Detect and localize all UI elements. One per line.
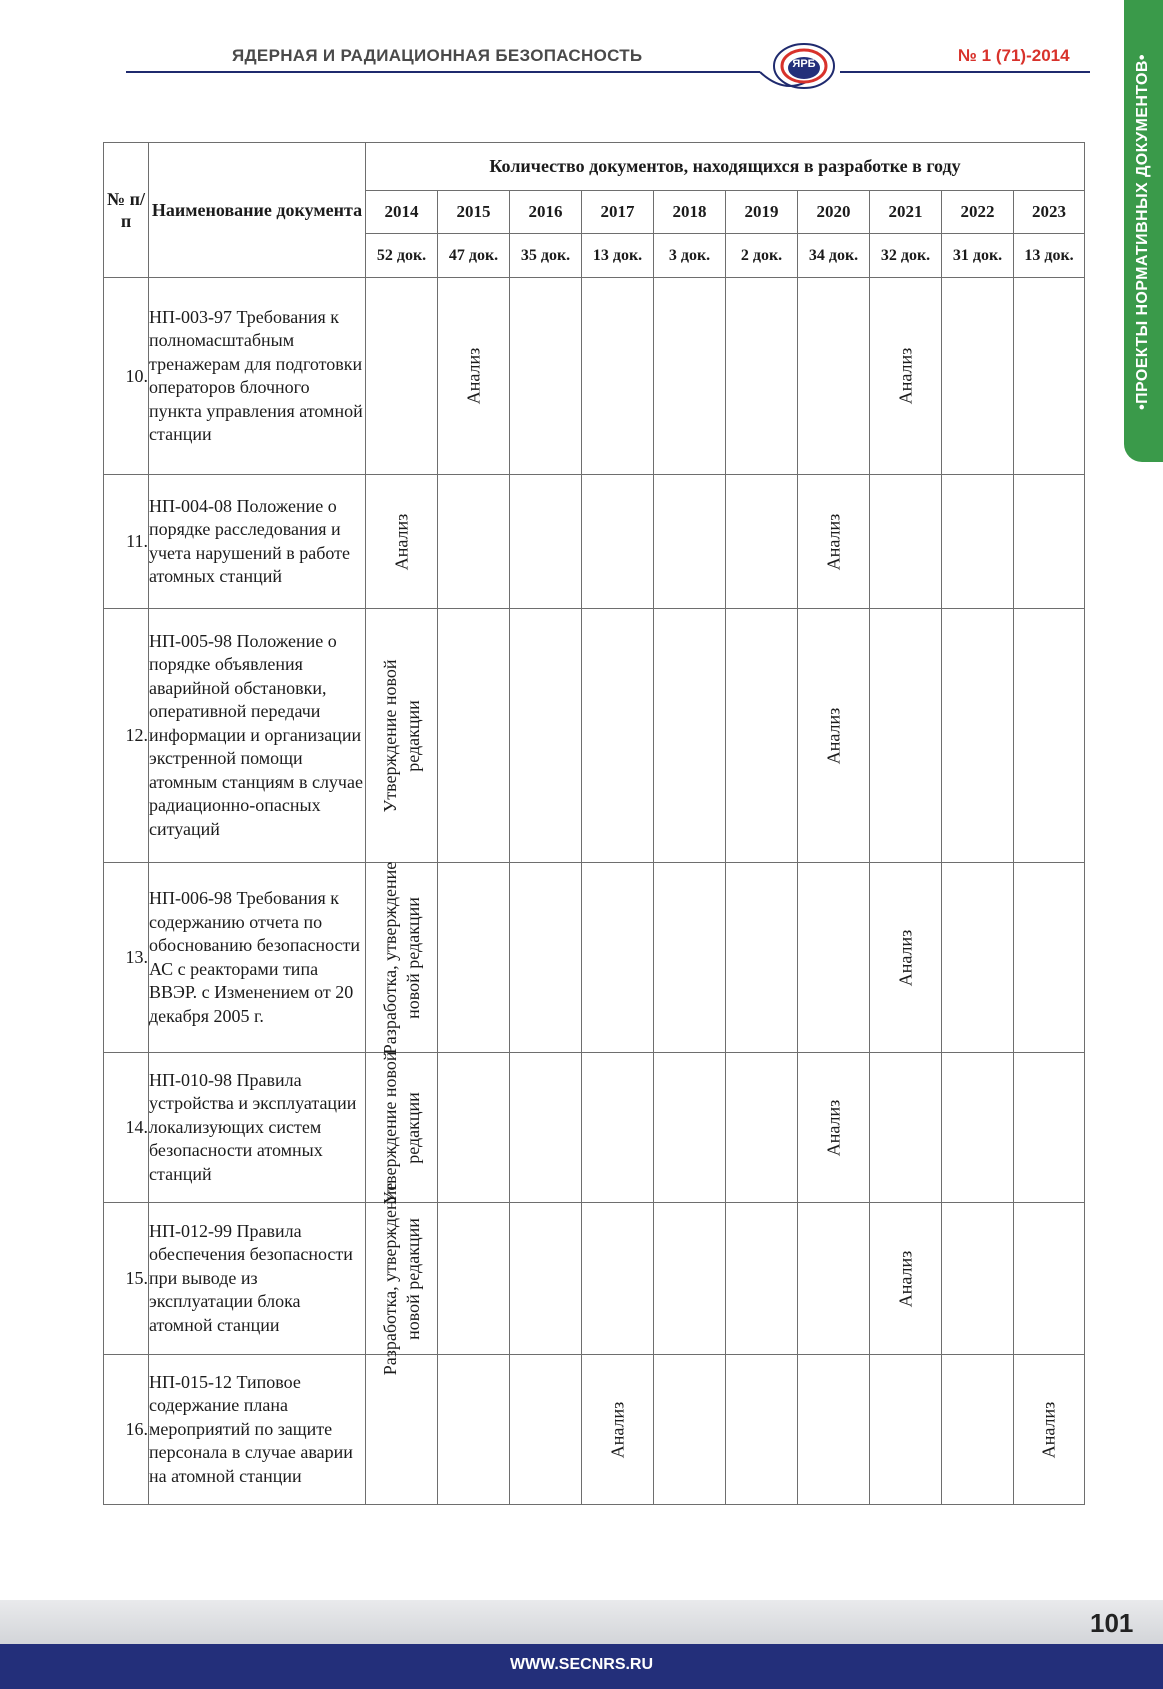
schedule-action: Анализ [823,707,843,764]
schedule-cell [582,609,654,863]
schedule-cell [510,1355,582,1505]
year-header: 2020 [798,191,870,234]
doc-count: 52 док. [366,234,438,278]
year-header: 2021 [870,191,942,234]
schedule-action: Анализ [895,929,915,986]
row-number: 16. [104,1355,149,1505]
schedule-cell [870,278,942,475]
column-header-number [104,143,149,278]
schedule-cell [726,1203,798,1355]
schedule-cell [654,1355,726,1505]
schedule-cell [942,863,1014,1053]
schedule-cell [510,1053,582,1203]
year-header: 2014 [366,191,438,234]
section-side-tab-label: •ПРОЕКТЫ НОРМАТИВНЫХ ДОКУМЕНТОВ• [1134,54,1151,410]
schedule-action: Анализ [895,1250,915,1307]
schedule-action: Анализ [463,347,483,405]
column-header-name [149,143,366,278]
schedule-cell [582,863,654,1053]
table-row [104,278,1085,475]
schedule-cell [1014,1053,1085,1203]
table-row [104,863,1085,1053]
row-number: 13. [104,863,149,1053]
schedule-action: Анализ [607,1401,627,1458]
column-header-name-text: Наименование документа [151,199,363,220]
schedule-action: Анализ [823,513,843,570]
schedule-action: Утверждение новой редакции [379,659,423,812]
year-header: 2017 [582,191,654,234]
table-row [104,475,1085,609]
table-row [104,1053,1085,1203]
schedule-cell [1014,1355,1085,1505]
schedule-cell [582,278,654,475]
table-row [104,1203,1085,1355]
journal-title: ЯДЕРНАЯ И РАДИАЦИОННАЯ БЕЗОПАСНОСТЬ [232,46,643,65]
doc-count: 2 док. [726,234,798,278]
schedule-cell [438,1203,510,1355]
doc-count: 32 док. [870,234,942,278]
schedule-cell [654,1203,726,1355]
schedule-cell [366,609,438,863]
row-number: 11. [104,475,149,609]
schedule-cell [366,1182,438,1375]
doc-count: 34 док. [798,234,870,278]
schedule-cell [798,863,870,1053]
schedule-cell [726,609,798,863]
schedule-cell [726,278,798,475]
doc-count: 35 док. [510,234,582,278]
schedule-cell [798,1355,870,1505]
year-header: 2018 [654,191,726,234]
schedule-cell [438,1053,510,1203]
footer-band [0,1600,1163,1644]
schedule-cell [654,475,726,609]
schedule-cell [582,475,654,609]
schedule-cell [870,1053,942,1203]
footer-url-link[interactable]: WWW.SECNRS.RU [509,1656,654,1673]
schedule-cell [942,1053,1014,1203]
schedule-cell [654,1053,726,1203]
schedule-cell [726,475,798,609]
row-number: 14. [104,1053,149,1203]
schedule-cell [798,475,870,609]
schedule-cell [510,1203,582,1355]
schedule-cell [582,1053,654,1203]
document-name: НП-003-97 Требования к полномасштабным тренажерам для подготовки операторов блочного пункта управления атомной станции [149,278,366,475]
year-header: 2015 [438,191,510,234]
schedule-cell [438,1355,510,1505]
schedule-cell [870,863,942,1053]
schedule-action: Утверждение новой редакции [379,1051,423,1204]
doc-count: 31 док. [942,234,1014,278]
document-name: НП-005-98 Положение о порядке объявления аварийной обстановки, оперативной передачи информации и организации экстренной помощи атомным станциям в случае радиационно-опасных ситуаций [149,609,366,863]
schedule-cell [654,278,726,475]
schedule-cell [942,1203,1014,1355]
row-number: 12. [104,609,149,863]
schedule-cell [798,1053,870,1203]
schedule-cell [798,1203,870,1355]
schedule-cell [870,1355,942,1505]
document-name: НП-015-12 Типовое содержание плана мероприятий по защите персонала в случае аварии на атомной станции [149,1355,366,1505]
schedule-action: Анализ [1038,1401,1059,1458]
schedule-cell [870,609,942,863]
schedule-action: Разработка, утверждение новой редакции [379,861,423,1054]
schedule-action: Анализ [391,513,411,570]
doc-count: 13 док. [1014,234,1085,278]
schedule-cell [510,863,582,1053]
schedule-cell [870,1203,942,1355]
schedule-cell [510,609,582,863]
schedule-cell [654,609,726,863]
journal-logo-text: ЯРБ [792,58,816,70]
schedule-cell [366,1355,438,1505]
schedule-cell [510,278,582,475]
schedule-cell [726,1053,798,1203]
document-name: НП-004-08 Положение о порядке расследования и учета нарушений в работе атомных станций [149,475,366,609]
schedule-cell [942,278,1014,475]
schedule-cell [1014,278,1085,475]
schedule-cell [1014,609,1085,863]
schedule-cell [366,278,438,475]
schedule-cell [438,863,510,1053]
doc-count: 3 док. [654,234,726,278]
schedule-cell [366,863,438,1053]
schedule-cell [510,475,582,609]
schedule-cell [798,609,870,863]
group-header: Количество документов, находящихся в разработке в году [366,143,1085,191]
schedule-cell [726,1355,798,1505]
document-name: НП-006-98 Требования к содержанию отчета по обоснованию безопасности АС с реакторами типа ВВЭР. с Изменением от 20 декабря 2005 г. [149,863,366,1053]
schedule-cell [438,475,510,609]
schedule-cell [942,475,1014,609]
schedule-cell [438,609,510,863]
doc-count: 47 док. [438,234,510,278]
schedule-action: Анализ [895,347,915,405]
table-row [104,1355,1085,1505]
document-name: НП-010-98 Правила устройства и эксплуатации локализующих систем безопасности атомных станций [149,1053,366,1203]
schedule-cell [1014,863,1085,1053]
document-name: НП-012-99 Правила обеспечения безопасности при выводе из эксплуатации блока атомной станции [149,1203,366,1355]
row-number: 15. [104,1203,149,1355]
row-number: 10. [104,278,149,475]
schedule-cell [582,1355,654,1505]
page-number: 101 [1090,1608,1134,1638]
issue-number: № 1 (71)-2014 [958,46,1070,65]
doc-count: 13 док. [582,234,654,278]
schedule-cell [1014,1203,1085,1355]
year-header: 2016 [510,191,582,234]
schedule-cell [870,475,942,609]
column-header-number-text: № п/п [107,188,145,231]
schedule-action: Анализ [823,1099,843,1156]
year-header: 2022 [942,191,1014,234]
schedule-cell [438,278,510,475]
schedule-cell [654,863,726,1053]
schedule-cell [942,609,1014,863]
schedule-cell [726,863,798,1053]
table-row [104,609,1085,863]
schedule-cell [798,278,870,475]
schedule-cell [582,1203,654,1355]
schedule-action: Разработка, утверждение новой редакции [379,1182,423,1375]
year-header: 2023 [1014,191,1085,234]
documents-schedule-table [103,142,1085,1505]
year-header: 2019 [726,191,798,234]
schedule-cell [942,1355,1014,1505]
schedule-cell [1014,475,1085,609]
schedule-cell [366,475,438,609]
